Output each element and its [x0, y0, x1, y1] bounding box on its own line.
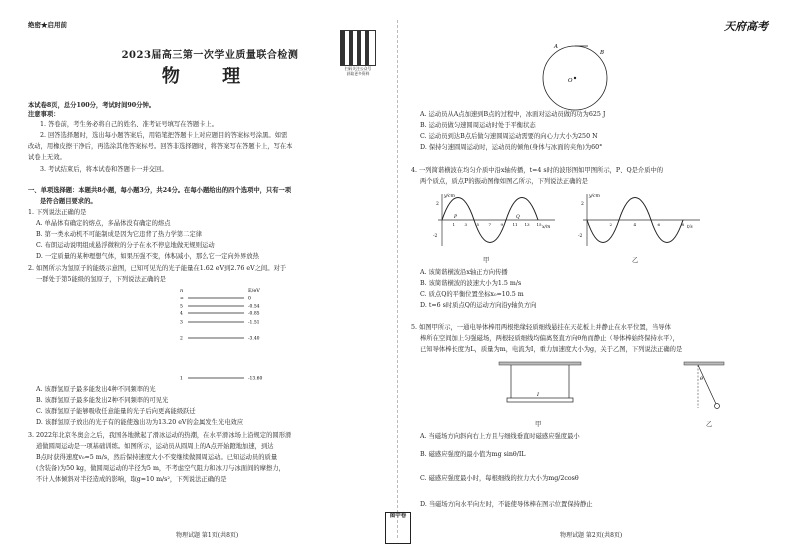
q4-line-2: 两个质点，质点P的振动图像如图乙所示，下列说法正确的是	[420, 178, 588, 185]
energy-level-e-3: -1.51	[248, 320, 260, 326]
wave1-ybot: -2	[433, 234, 438, 239]
wave1-ylabel: y/cm	[444, 194, 455, 199]
q3-line-3: B点时获得速度v₀=5 m/s，然后保持速度大小不变继续做圆周运动。已知运动员的质量	[36, 454, 278, 461]
footer-right: 物理试题 第2页(共8页)	[560, 532, 623, 539]
label-b: B	[600, 50, 605, 56]
wave-fig-label-yi: 乙	[632, 257, 639, 264]
q5-line-2: 棒所在空间加上匀强磁场，两根轻质细线均偏离竖直方向θ角而静止（导体棒始终保持水平），	[420, 335, 679, 342]
q2-option-c: C. 该群氢原子能够吸收任意能量的光子后向更高能级跃迁	[36, 408, 196, 415]
energy-level-e-1: -13.60	[248, 376, 263, 382]
label-a: A	[554, 44, 558, 50]
q2-stem-a: 2. 如图所示为氢原子的能级示意图，已知可见光的光子能量在1.62 eV到2.76 eV之间。对于	[28, 265, 287, 272]
energy-level-n-∞: ∞	[180, 296, 184, 302]
wave2-xlabel: t/s	[687, 225, 693, 230]
energy-e-header: E/eV	[248, 288, 260, 294]
energy-level-n-1: 1	[180, 376, 183, 382]
q3-option-a: A. 运动员从A点加速到B点的过程中，冰面对运动员做的功为625 J	[420, 111, 606, 118]
q4-option-c: C. 质点Q的平衡位置坐标x₀=10.5 m	[420, 291, 524, 298]
theta-label: θ	[700, 376, 704, 382]
qr-caption	[330, 66, 386, 76]
energy-level-e-4: -0.85	[248, 311, 260, 317]
wave1-ticks	[453, 222, 543, 227]
q5-option-b: B. 磁感应强度的最小值为mg sinθ/IL	[420, 451, 526, 458]
rod-figure-yi	[680, 360, 740, 422]
footer-left: 物理试题 第1页(共8页)	[176, 532, 239, 539]
qr-caption-line-1: 扫码关注公众号	[344, 66, 372, 71]
qr-caption-line-2: 获取更多资料	[346, 71, 370, 76]
rod-end	[715, 404, 720, 409]
circle-track-figure	[530, 40, 620, 112]
tick-label-7: 7	[488, 222, 492, 227]
q5-line-3: 已知导体棒长度为L，质量为m，电流为I，重力加速度大小为g，关于乙图，下列说法正确的是	[420, 346, 683, 353]
energy-level-n-2: 2	[180, 336, 183, 342]
seal-stamp: 图中卷	[385, 512, 411, 544]
energy-level-e-∞: 0	[248, 296, 251, 302]
q1-stem: 1. 下列说法正确的是	[28, 209, 87, 216]
energy-level-n-5: 5	[180, 304, 183, 310]
q5-option-c: C. 磁感应强度最小时，每根细线的拉力大小为mg/2cosθ	[420, 475, 579, 482]
q5-option-d: D. 当磁场方向水平向左时，不能使导体棒在图示位置保持静止	[420, 501, 593, 508]
ceiling	[499, 362, 581, 365]
q3-line-4: (含装备)为50 kg，做圆周运动的半径为5 m，不考虑空气阻力和冰刀与冰面间的摩擦力，	[36, 465, 285, 472]
tick-label-2: 2	[609, 222, 613, 227]
energy-level-e-2: -3.40	[248, 336, 260, 342]
energy-level-diagram	[178, 286, 288, 386]
tick-label-15: 15	[536, 222, 542, 227]
wave-graph-jia	[430, 190, 560, 252]
rod	[507, 398, 573, 402]
notice-2c: 试卷上无效。	[28, 154, 66, 161]
q5-line-1: 5. 如图甲所示，一通电导体棒用两根绝缘轻质细线悬挂在天花板上并静止在水平位置，当导体	[411, 324, 671, 331]
tick-label-6: 6	[657, 222, 661, 227]
notice-3: 3. 考试结束后，将本试卷和答题卡一并交回。	[40, 166, 168, 173]
label-o: O	[568, 78, 573, 84]
tick-label-3: 3	[464, 222, 468, 227]
section-heading-a: 一、单项选择题：本题共8小题，每小题3分，共24分。在每小题给出的四个选项中，只有一项	[28, 187, 292, 194]
q2-option-d: D. 该群氢原子放出的光子有的能使逸出功为13.20 eV的金属发生光电效应	[36, 419, 244, 426]
exam-intro: 本试卷8页，总分100分，考试时间90分钟。	[28, 102, 156, 109]
qr-code-icon	[340, 30, 376, 66]
energy-level-n-3: 3	[180, 320, 183, 326]
notice-2a: 2. 回答选择题时，选出每小题答案后，用铅笔把答题卡上对应题目的答案标号涂黑。如需	[40, 132, 288, 139]
wave1-p: P	[454, 215, 458, 220]
brand-logo: 天府高考	[724, 20, 768, 33]
wave1-ytop: 2	[436, 202, 439, 207]
notice-2b: 改动，用橡皮擦干净后，再选涂其他答案标号。回答非选择题时，将答案写在答题卡上，写在本	[28, 143, 293, 150]
wave2-ticks	[610, 222, 685, 227]
q4-option-a: A. 该简谐横波沿x轴正方向传播	[420, 269, 508, 276]
ceiling-yi	[684, 362, 724, 365]
q2-option-b: B. 该群氢原子最多能发出2种不同频率的可见光	[36, 397, 169, 404]
subject-title: 物 理	[161, 66, 259, 87]
q1-option-c: C. 布朗运动说明组成悬浮微粒的分子在永不停息地做无规则运动	[36, 242, 215, 249]
rod-current-label: I	[537, 392, 539, 398]
q4-option-b: B. 该简谐横波的波速大小为1.5 m/s	[420, 280, 522, 287]
wave-graph-yi	[575, 190, 705, 252]
rod-fig-label-yi: 乙	[706, 421, 713, 428]
q3-option-c: C. 运动员到达B点后做匀速圆周运动需要的向心力大小为250 N	[420, 133, 598, 140]
energy-n-header: n	[180, 288, 184, 294]
wave2-ylabel: y/cm	[589, 194, 600, 199]
center-point	[574, 77, 576, 79]
tick-label-4: 4	[633, 222, 637, 227]
tick-label-13: 13	[524, 222, 530, 227]
wave-fig-label-jia: 甲	[483, 257, 490, 264]
wave1-xlabel: x/m	[542, 225, 551, 230]
q3-line-5: 不计人体倾斜对半径造成的影响，取g=10 m/s²，下列说法正确的是	[36, 476, 227, 483]
wave2-ybot: -2	[578, 234, 583, 239]
tick-label-1: 1	[452, 222, 456, 227]
section-heading-b: 是符合题目要求的。	[40, 198, 97, 205]
page-divider	[397, 20, 398, 538]
q4-option-d: D. t=6 s时质点Q的运动方向沿y轴负方向	[420, 302, 537, 309]
notice-title: 注意事项：	[28, 111, 60, 118]
q3-line-2: 道做圆周运动是一项基础训练。如图所示，运动员从圆周上的A点开始蹬地加速，到达	[36, 443, 274, 450]
wave1-q: Q	[516, 215, 520, 220]
exam-title: 2023届高三第一次学业质量联合检测	[121, 50, 299, 61]
q4-line-1: 4. 一列简谐横波在均匀介质中沿x轴传播，t=4 s时的波形图如甲图所示，P、Q是介质中的	[411, 167, 664, 174]
q2-option-a: A. 该群氢原子最多能发出4种不同频率的光	[36, 386, 156, 393]
energy-level-e-5: -0.54	[248, 304, 260, 310]
thread-tilted	[698, 365, 716, 404]
q1-option-a: A. 单晶体有确定的熔点，多晶体没有确定的熔点	[36, 220, 171, 227]
wave2-ytop: 2	[581, 202, 584, 207]
q3-option-d: D. 保持匀速圆周运动时，运动员的倾角(身体与冰面的夹角)为60°	[420, 144, 603, 151]
tick-label-8: 8	[681, 222, 685, 227]
confidential-tag: 绝密★启用前	[28, 21, 67, 29]
q5-option-a: A. 当磁场方向斜向右上方且与细线垂直时磁感应强度最小	[420, 433, 580, 440]
q3-line-1: 3. 2022年北京冬奥会之后，我国各地掀起了滑冰运动的热潮，在水平滑冰场上沿规定的圆形滑	[28, 432, 292, 439]
q2-stem-b: 一群处于第5能级的氢原子，下列说法正确的是	[36, 276, 166, 283]
q3-option-b: B. 运动员做匀速圆周运动时处于平衡状态	[420, 122, 536, 129]
notice-1: 1. 答卷前，考生务必将自己的姓名、准考证号填写在答题卡上。	[40, 121, 219, 128]
rod-fig-label-jia: 甲	[535, 421, 542, 428]
rod-figure-jia	[495, 360, 585, 418]
tick-label-11: 11	[512, 222, 518, 227]
energy-level-lines	[180, 296, 263, 382]
q1-option-b: B. 第一类永动机不可能制成是因为它违背了热力学第二定律	[36, 231, 203, 238]
tick-label-5: 5	[476, 222, 480, 227]
tick-label-9: 9	[500, 222, 504, 227]
q1-option-d: D. 一定质量的某种理想气体，如果压强不变，体积减小，那么它一定向外界放热	[36, 253, 259, 260]
energy-level-n-4: 4	[180, 311, 183, 317]
